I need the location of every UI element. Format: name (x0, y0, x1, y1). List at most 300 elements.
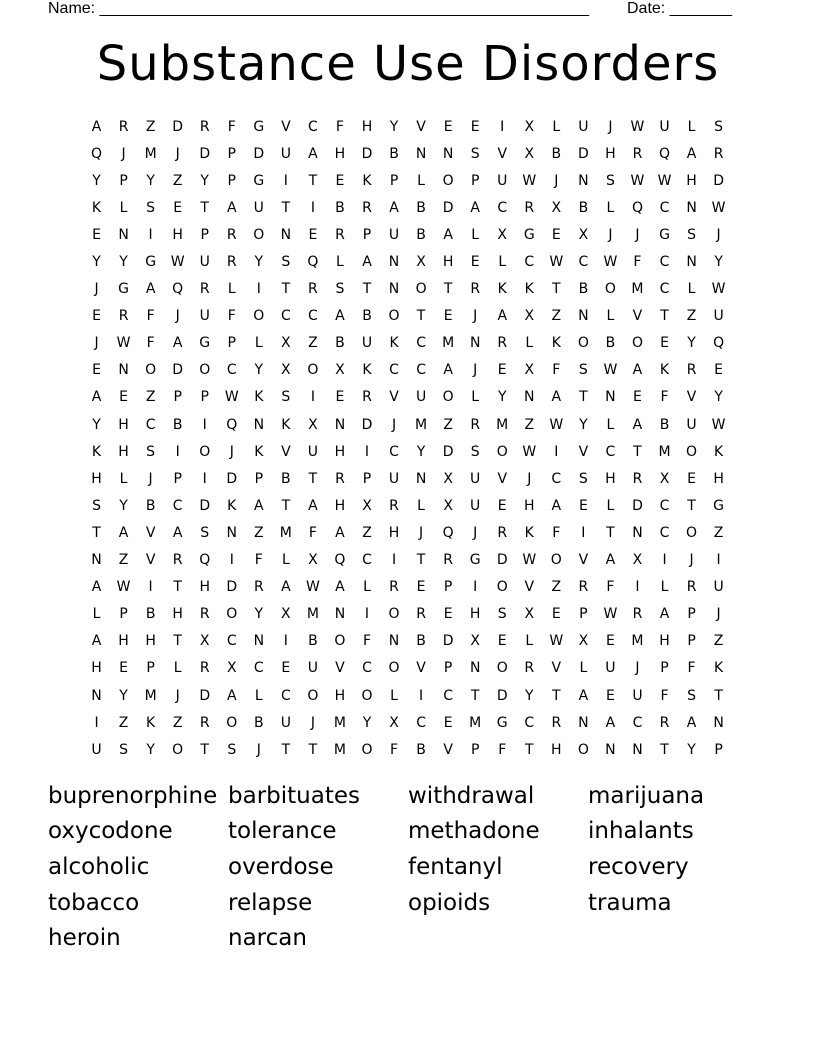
grid-letter: J (256, 741, 261, 758)
grid-letter: P (687, 606, 696, 623)
grid-letter: A (443, 226, 453, 243)
grid-letter: Y (254, 254, 264, 271)
grid-row (83, 221, 732, 248)
grid-letter: J (419, 524, 424, 541)
grid-letter: E (443, 308, 453, 325)
grid-letter: O (145, 362, 157, 379)
word-bank-row (48, 849, 768, 885)
grid-letter: C (416, 335, 426, 352)
grid-letter: J (391, 416, 397, 433)
word-bank-item: tolerance (228, 818, 337, 845)
grid-letter: W (170, 254, 185, 271)
grid-letter: Z (551, 579, 562, 596)
grid-letter: B (659, 416, 670, 433)
grid-letter: A (632, 416, 643, 433)
grid-letter: V (281, 118, 291, 135)
grid-letter: D (496, 552, 508, 569)
grid-letter: N (388, 633, 400, 650)
grid-letter: S (200, 524, 210, 541)
grid-letter: W (549, 254, 564, 271)
word-bank-item: recovery (588, 853, 689, 880)
grid-letter: K (362, 362, 372, 379)
grid-letter: L (254, 687, 263, 704)
grid-letter: P (227, 145, 236, 162)
grid-letter: H (118, 416, 129, 433)
word-bank-item: methadone (408, 818, 540, 845)
grid-letter: W (116, 335, 131, 352)
grid-letter: U (659, 118, 670, 135)
grid-letter: K (497, 281, 507, 298)
grid-letter: X (281, 362, 291, 379)
grid-letter: H (713, 470, 724, 487)
grid-letter: G (523, 226, 535, 243)
grid-letter: D (361, 145, 373, 162)
grid-letter: R (578, 579, 589, 596)
grid-letter: W (657, 172, 672, 189)
grid-letter: W (711, 416, 726, 433)
grid-letter: C (308, 118, 318, 135)
grid-letter: P (119, 606, 128, 623)
grid-letter: C (280, 687, 291, 704)
grid-letter: O (577, 741, 589, 758)
grid-letter: X (281, 606, 291, 623)
grid-letter: W (224, 389, 239, 406)
grid-letter: J (689, 552, 694, 569)
grid-letter: N (253, 633, 265, 650)
grid-letter: R (632, 470, 643, 487)
grid-letter: R (443, 552, 453, 569)
word-bank-item: inhalants (588, 818, 694, 845)
grid-letter: J (175, 145, 180, 162)
grid-letter: J (175, 308, 180, 325)
grid-letter: B (551, 145, 562, 162)
grid-letter: D (713, 172, 724, 189)
grid-letter: V (416, 660, 426, 677)
grid-letter: O (442, 172, 454, 189)
grid-letter: F (227, 308, 236, 325)
grid-row (83, 248, 732, 275)
grid-letter: S (687, 226, 696, 243)
grid-letter: E (119, 660, 128, 677)
grid-letter: K (524, 524, 534, 541)
grid-letter: C (416, 714, 426, 731)
grid-letter: W (522, 172, 537, 189)
grid-letter: A (226, 687, 237, 704)
grid-letter: Z (713, 633, 724, 650)
grid-letter: M (631, 633, 644, 650)
grid-letter: L (606, 308, 615, 325)
grid-letter: E (497, 497, 507, 514)
grid-letter: K (524, 281, 534, 298)
grid-letter: N (524, 389, 535, 406)
grid-letter: I (554, 443, 559, 460)
grid-letter: V (443, 741, 453, 758)
grid-letter: R (497, 335, 508, 352)
grid-letter: T (92, 524, 101, 541)
grid-letter: E (470, 254, 480, 271)
grid-row (83, 601, 732, 628)
grid-letter: Y (146, 172, 155, 189)
grid-letter: C (659, 199, 670, 216)
grid-letter: T (281, 741, 291, 758)
grid-letter: N (415, 145, 427, 162)
grid-letter: A (605, 552, 616, 569)
grid-letter: I (94, 714, 99, 731)
grid-letter: B (335, 335, 345, 352)
grid-letter: S (497, 606, 507, 623)
grid-letter: P (362, 226, 372, 243)
grid-letter: S (335, 281, 345, 298)
grid-letter: P (227, 172, 236, 189)
grid-letter: E (335, 389, 345, 406)
grid-row (83, 547, 732, 574)
grid-letter: L (525, 633, 534, 650)
grid-letter: Y (362, 714, 372, 731)
grid-letter: E (497, 633, 507, 650)
grid-letter: H (388, 524, 400, 541)
grid-letter: Y (714, 389, 723, 406)
grid-letter: P (119, 172, 128, 189)
grid-letter: H (442, 254, 454, 271)
grid-letter: G (469, 552, 481, 569)
word-bank (48, 778, 768, 956)
grid-letter: L (552, 118, 561, 135)
grid-letter: L (660, 579, 669, 596)
grid-letter: B (416, 199, 426, 216)
grid-letter: Q (91, 145, 103, 162)
grid-letter: E (470, 118, 480, 135)
grid-letter: J (473, 362, 478, 379)
grid-letter: H (118, 633, 129, 650)
grid-letter: Y (389, 118, 399, 135)
grid-letter: O (415, 281, 427, 298)
grid-letter: A (226, 199, 237, 216)
word-bank-item: tobacco (48, 889, 140, 916)
grid-letter: P (200, 389, 209, 406)
grid-letter: C (443, 687, 454, 704)
grid-letter: B (605, 335, 616, 352)
grid-letter: H (361, 118, 373, 135)
grid-letter: K (362, 172, 372, 189)
grid-letter: A (335, 308, 345, 325)
word-bank-item: heroin (48, 925, 121, 952)
grid-letter: P (362, 470, 372, 487)
grid-letter: R (199, 606, 210, 623)
grid-letter: K (254, 443, 264, 460)
grid-letter: L (254, 335, 263, 352)
grid-letter: Z (524, 416, 535, 433)
grid-letter: I (202, 470, 207, 487)
grid-letter: Y (119, 687, 128, 704)
grid-letter: V (335, 660, 345, 677)
grid-letter: M (279, 524, 292, 541)
grid-letter: A (551, 497, 562, 514)
grid-letter: K (714, 660, 724, 677)
grid-letter: L (390, 687, 398, 704)
grid-letter: T (416, 552, 426, 569)
grid-letter: C (362, 552, 372, 569)
grid-letter: I (473, 579, 478, 596)
grid-letter: P (714, 741, 723, 758)
grid-letter: G (118, 281, 129, 298)
grid-letter: R (172, 552, 183, 569)
grid-letter: T (470, 687, 480, 704)
grid-letter: T (308, 470, 318, 487)
grid-letter: S (146, 199, 156, 216)
grid-letter: O (442, 389, 454, 406)
grid-letter: F (146, 335, 155, 352)
grid-letter: M (442, 335, 455, 352)
grid-letter: W (522, 443, 537, 460)
grid-letter: A (497, 308, 508, 325)
grid-letter: R (253, 579, 264, 596)
grid-letter: O (361, 741, 373, 758)
grid-letter: U (91, 741, 102, 758)
grid-row (83, 113, 732, 140)
grid-letter: C (416, 362, 426, 379)
grid-letter: W (630, 118, 645, 135)
grid-row (83, 709, 732, 736)
grid-letter: O (199, 443, 211, 460)
grid-letter: G (199, 335, 211, 352)
grid-letter: G (659, 226, 670, 243)
grid-letter: J (716, 606, 721, 623)
grid-letter: L (92, 606, 101, 623)
grid-letter: Q (334, 552, 346, 569)
grid-letter: U (253, 199, 264, 216)
grid-letter: L (606, 497, 615, 514)
grid-letter: U (713, 308, 724, 325)
word-bank-item: narcan (228, 925, 307, 952)
grid-letter: T (416, 308, 426, 325)
grid-letter: V (281, 443, 291, 460)
grid-letter: M (658, 443, 671, 460)
grid-letter: X (443, 497, 453, 514)
grid-letter: W (522, 552, 537, 569)
grid-letter: E (335, 172, 345, 189)
grid-letter: F (146, 308, 155, 325)
grid-letter: C (308, 308, 318, 325)
grid-letter: T (362, 281, 372, 298)
grid-letter: R (659, 714, 670, 731)
grid-letter: Q (307, 254, 319, 271)
grid-letter: W (711, 199, 726, 216)
grid-letter: R (362, 389, 372, 406)
grid-letter: X (470, 633, 480, 650)
grid-letter: D (253, 145, 265, 162)
grid-letter: E (551, 606, 561, 623)
grid-letter: X (416, 254, 426, 271)
grid-letter: P (146, 660, 155, 677)
grid-letter: N (632, 524, 643, 541)
grid-letter: H (659, 633, 670, 650)
grid-letter: U (605, 660, 616, 677)
grid-letter: W (305, 579, 320, 596)
grid-letter: N (118, 362, 129, 379)
grid-letter: C (605, 443, 616, 460)
grid-letter: X (443, 470, 453, 487)
grid-letter: F (660, 389, 669, 406)
grid-row (83, 194, 732, 221)
grid-letter: Z (308, 335, 318, 352)
grid-letter: H (524, 497, 535, 514)
grid-letter: H (334, 443, 346, 460)
grid-letter: O (496, 660, 508, 677)
grid-letter: X (199, 633, 210, 650)
grid-letter: E (578, 497, 588, 514)
grid-letter: J (473, 524, 478, 541)
grid-row (83, 140, 732, 167)
grid-letter: J (94, 335, 99, 352)
grid-row (83, 628, 732, 655)
grid-letter: R (632, 145, 643, 162)
grid-letter: Q (713, 335, 725, 352)
grid-letter: I (148, 579, 153, 596)
grid-letter: N (442, 145, 454, 162)
grid-letter: U (388, 470, 400, 487)
grid-letter: E (605, 633, 615, 650)
grid-letter: R (226, 254, 237, 271)
grid-letter: J (121, 145, 126, 162)
grid-letter: I (283, 633, 288, 650)
grid-letter: C (145, 416, 156, 433)
grid-letter: T (281, 497, 291, 514)
grid-letter: T (281, 199, 291, 216)
grid-letter: N (91, 552, 102, 569)
grid-letter: O (334, 633, 346, 650)
grid-letter: D (172, 362, 184, 379)
grid-letter: Q (172, 281, 184, 298)
grid-letter: A (686, 145, 697, 162)
grid-letter: A (308, 497, 318, 514)
grid-letter: F (606, 579, 615, 596)
grid-letter: K (659, 362, 670, 379)
grid-letter: Y (579, 416, 588, 433)
grid-letter: K (227, 497, 237, 514)
grid-letter: D (226, 579, 238, 596)
grid-letter: P (200, 226, 209, 243)
grid-row (83, 384, 732, 411)
grid-letter: D (442, 443, 454, 460)
grid-letter: F (308, 524, 317, 541)
grid-letter: Y (146, 741, 155, 758)
grid-letter: A (551, 389, 562, 406)
grid-letter: L (119, 199, 128, 216)
grid-letter: I (229, 552, 234, 569)
grid-letter: V (497, 470, 508, 487)
grid-letter: B (416, 741, 426, 758)
grid-letter: M (306, 606, 319, 623)
grid-letter: B (335, 199, 345, 216)
grid-letter: G (145, 254, 157, 271)
grid-letter: V (145, 552, 156, 569)
grid-letter: V (632, 308, 643, 325)
grid-letter: A (91, 633, 102, 650)
grid-letter: C (280, 308, 291, 325)
grid-letter: T (173, 579, 182, 596)
grid-letter: C (632, 714, 643, 731)
grid-letter: R (199, 660, 210, 677)
grid-letter: L (687, 281, 696, 298)
grid-letter: T (308, 172, 318, 189)
grid-letter: H (199, 579, 210, 596)
grid-letter: C (524, 714, 535, 731)
grid-letter: P (389, 172, 399, 189)
grid-row (83, 682, 732, 709)
grid-letter: J (608, 118, 613, 135)
grid-letter: U (686, 416, 697, 433)
grid-letter: N (226, 524, 237, 541)
grid-letter: U (497, 172, 508, 189)
grid-letter: F (552, 362, 561, 379)
grid-letter: Y (714, 254, 723, 271)
grid-letter: B (578, 199, 589, 216)
grid-letter: R (686, 579, 697, 596)
grid-letter: H (334, 687, 346, 704)
grid-letter: K (551, 335, 561, 352)
grid-letter: X (524, 606, 535, 623)
grid-letter: T (443, 281, 453, 298)
grid-letter: O (253, 226, 265, 243)
grid-letter: C (226, 362, 237, 379)
grid-letter: L (606, 416, 615, 433)
grid-letter: R (497, 524, 508, 541)
grid-letter: E (497, 362, 507, 379)
grid-letter: R (470, 281, 481, 298)
grid-letter: E (660, 335, 669, 352)
grid-letter: F (227, 118, 236, 135)
grid-letter: A (443, 362, 453, 379)
grid-letter: S (281, 389, 291, 406)
grid-letter: U (307, 660, 319, 677)
grid-row (83, 465, 732, 492)
grid-row (83, 519, 732, 546)
grid-letter: H (172, 606, 183, 623)
grid-letter: G (253, 172, 265, 189)
grid-letter: O (496, 579, 508, 596)
grid-letter: O (199, 362, 211, 379)
grid-letter: S (714, 118, 724, 135)
grid-letter: Z (145, 389, 156, 406)
grid-letter: R (199, 714, 210, 731)
word-bank-item: barbituates (228, 782, 360, 809)
grid-letter: D (172, 118, 184, 135)
name-field-label: Name: _______________________________________________________ (48, 0, 589, 17)
grid-letter: P (443, 660, 453, 677)
grid-letter: A (254, 497, 264, 514)
grid-row (83, 357, 732, 384)
page-title: Substance Use Disorders (96, 36, 720, 92)
word-bank-item: opioids (408, 889, 491, 916)
grid-letter: X (551, 199, 562, 216)
grid-letter: E (551, 226, 561, 243)
word-bank-item: oxycodone (48, 818, 173, 845)
grid-letter: U (199, 254, 210, 271)
grid-letter: K (91, 199, 102, 216)
grid-letter: L (119, 470, 128, 487)
grid-letter: C (497, 199, 508, 216)
grid-letter: H (605, 145, 616, 162)
grid-letter: B (145, 497, 156, 514)
grid-letter: J (635, 226, 640, 243)
grid-letter: E (92, 226, 101, 243)
grid-letter: G (253, 118, 265, 135)
grid-letter: R (335, 470, 345, 487)
grid-letter: B (172, 416, 183, 433)
grid-letter: Z (118, 552, 129, 569)
grid-letter: E (633, 389, 642, 406)
grid-letter: E (443, 606, 453, 623)
